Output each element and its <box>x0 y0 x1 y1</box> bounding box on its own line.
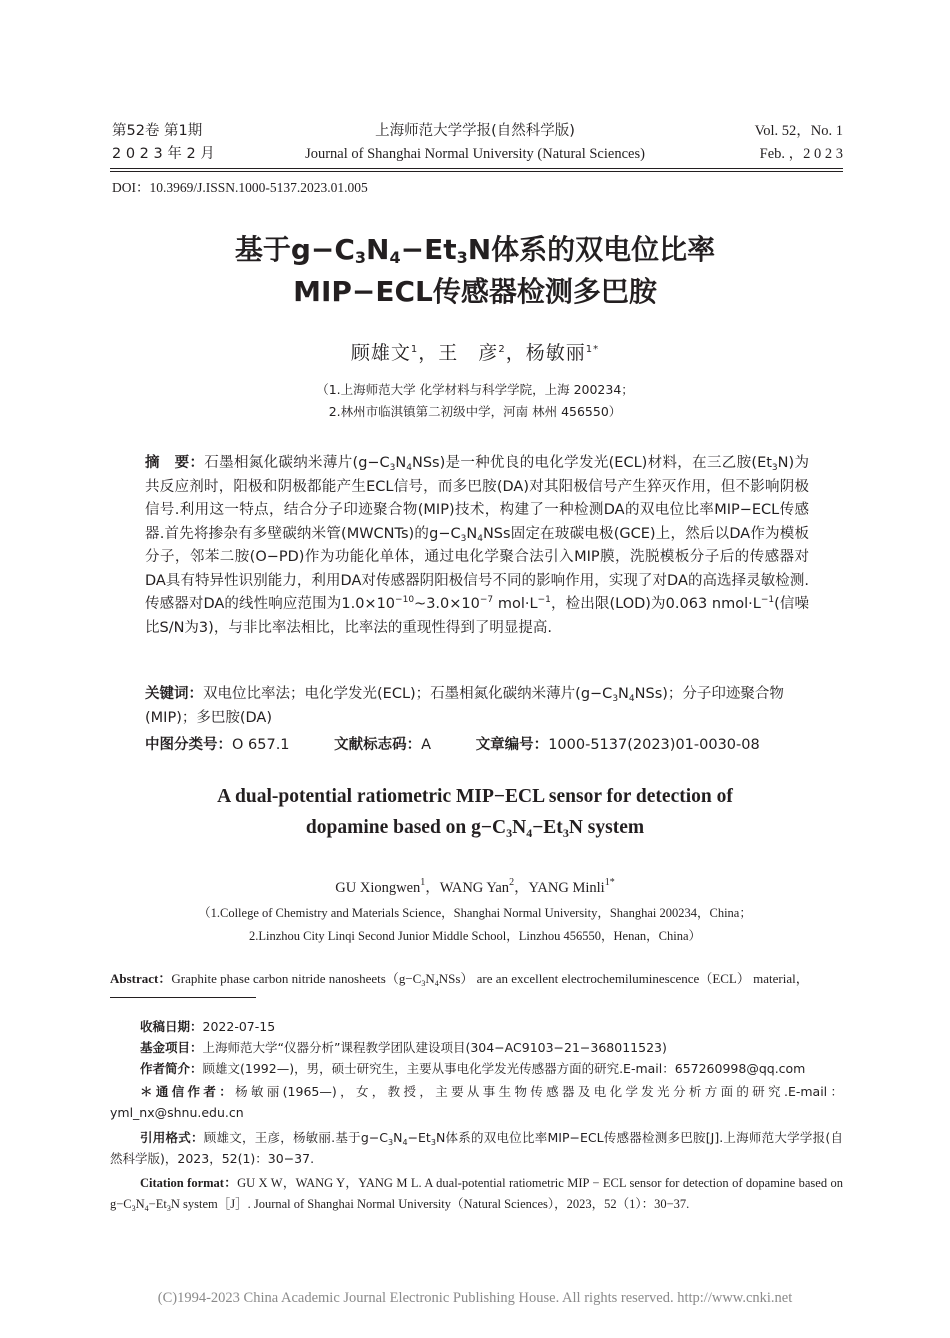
authors-en: GU Xiongwen$^1$，WANG Yan$^2$，YANG Minli$^{1*}$ <box>335 877 615 896</box>
affiliation-en-1: （1.College of Chemistry and Materials Science，Shanghai Normal University，Shanghai 200234，China； <box>198 906 752 920</box>
citation-format-cn: 引用格式：顾雄文，王彦，杨敏丽.基于$g-C_3N_4-Et_3N$体系的双电位比率MIP−ECL传感器检测多巴胺[J].上海师范大学学报(自然科学版)，2023，52(1)：30−37. <box>110 1130 843 1166</box>
copyright-footer: (C)1994-2023 China Academic Journal Electronic Publishing House. All rights reserved. http://www.cnki.net <box>157 1290 793 1306</box>
authors-cn: 顾雄文$^1$，王 彦$^2$，杨敏丽$^{1*}$ <box>350 342 600 364</box>
title-cn-line2: MIP−ECL传感器检测多巴胺 <box>293 275 657 308</box>
doi: DOI：10.3969/J.ISSN.1000-5137.2023.01.005 <box>112 180 368 195</box>
affiliation-en-2: 2.Linzhou City Linqi Second Junior Middle School，Linzhou 456550，Henan，China） <box>248 929 702 943</box>
abstract-cn: 摘 要：石墨相氮化碳纳米薄片$(g-C_3N_4NSs)$是一种优良的电化学发光(ECL)材料，在三乙胺$(Et_3N)$为共反应剂时，阳极和阴极都能产生ECL信号，而多巴胺(DA)对其阳极信号产生猝灭作用，但不影响阴极信号.利用这一特点，结合分子印迹聚合物(MIP)技术，构建了一种检测DA的双电位比率MIP−ECL传感器.首先将掺杂有多壁碳纳米管(MWCNTs)的$g-C_3N_4NSs$固定在玻碳电极(GCE)上，然后以DA作为模板分子，邻苯二胺(O−PD)作为功能化单体，通过电化学聚合法引入MIP膜，洗脱模板分子后的传感器对DA具有特异性识别能力，利用DA对传感器阴阳极信号不同的影响作用，实现了对DA的高选择灵敏检测.传感器对DA的线性响应范围为$1.0\times 10^{-10}\sim 3.0\times 10^{-7}$ $mol\cdot L^{-1}$，检出限(LOD)为0.063 $nmol\cdot L^{-1}$(信噪比S/N为3)，与非比率法相比，比率法的重现性得到了明显提高. <box>145 455 809 636</box>
abstract-en: Abstract：Graphite phase carbon nitride $nanosheets(g-C_3N_4NSs)$ are an excellent electrochemiluminescence（ECL） material， <box>110 971 809 988</box>
title-en-line1: A dual-potential ratiometric MIP−ECL sensor for detection of <box>217 786 733 807</box>
footnote-received: 收稿日期：2022-07-15 <box>140 1019 276 1034</box>
date-cn: 2 0 2 3 年 2 月 <box>112 146 215 162</box>
title-cn-line1: 基于$g-C_3N_4-Et_3N$体系的双电位比率 <box>234 233 716 267</box>
footnote-rule <box>110 997 256 998</box>
footnote-author-bio: 作者简介：顾雄文(1992—)，男，硕士研究生，主要从事电化学发光传感器方面的研究.E-mail：657260998@qq.com <box>140 1061 806 1076</box>
citation-format-en: Citation format：GU X W，WANG Y，YANG M L. A dual-potential ratiometric MIP − ECL sensor for detection of dopamine based on $g-C_3N_4-Et_3N$ system［J］. Journal of Shanghai Normal University（Natural Sciences），2023，52（1）：30−37. <box>110 1176 843 1213</box>
header-rule-thin <box>110 171 843 172</box>
keywords-cn: 关键词：双电位比率法；电化学发光(ECL)；石墨相氮化碳纳米薄片$(g-C_3N_4NSs)$；分子印迹聚合物(MIP)；多巴胺(DA) <box>145 686 784 726</box>
affiliation-cn-1: （1.上海师范大学 化学材料与科学学院，上海 200234； <box>316 382 634 397</box>
footnote-corresponding: ＊通信作者：杨敏丽(1965—)，女，教授，主要从事生物传感器及电化学发光分析方面的研究.E-mail：yml_nx@shnu.edu.cn <box>110 1084 843 1120</box>
volume-issue-en: Vol. 52，No. 1 <box>754 123 843 139</box>
classification-row: 中图分类号：O 657.1 文献标志码：A 文章编号：1000-5137(2023)01-0030-08 <box>145 737 760 753</box>
header-rule <box>110 168 843 169</box>
journal-name-cn: 上海师范大学学报(自然科学版) <box>375 123 575 139</box>
title-en-line2: dopamine based on $g-C_3N_4-Et_3N$ system <box>305 817 645 840</box>
journal-name-en: Journal of Shanghai Normal University (Natural Sciences) <box>305 146 645 162</box>
affiliation-cn-2: 2.林州市临淇镇第二初级中学，河南 林州 456550） <box>328 404 622 419</box>
footnote-fund: 基金项目：上海师范大学“仪器分析”课程教学团队建设项目(304−AC9103−21−368011523) <box>140 1040 667 1055</box>
date-en: Feb. ，2 0 2 3 <box>759 146 843 162</box>
volume-issue-cn: 第52卷 第1期 <box>112 123 203 139</box>
